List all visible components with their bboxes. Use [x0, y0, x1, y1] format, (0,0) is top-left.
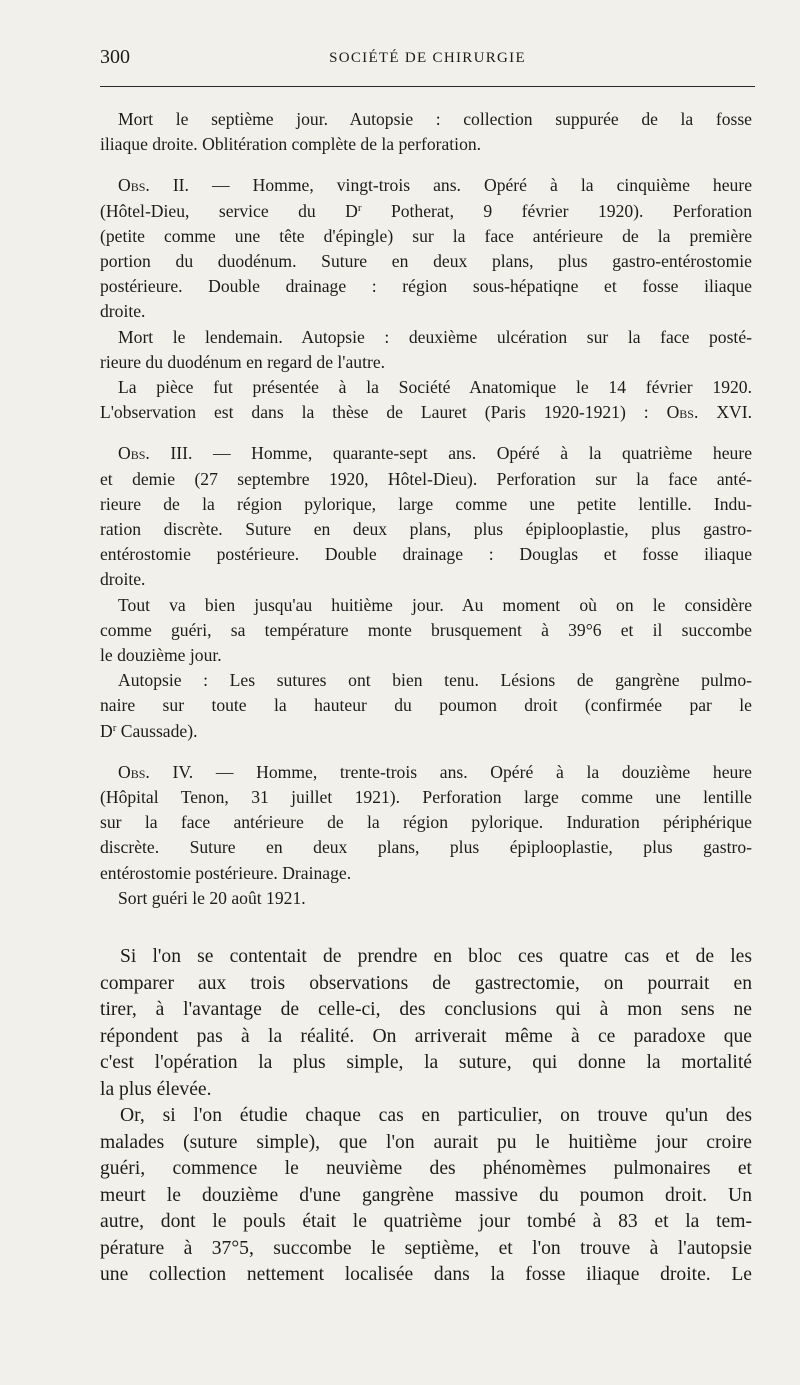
text-line: c'est l'opération la plus simple, la suture, qui donne la mortalité: [100, 1052, 752, 1073]
header-rule: [100, 86, 755, 87]
text-line: Obs. II. — Homme, vingt-trois ans. Opéré à la cinquième heure: [118, 175, 753, 196]
text-line: pérature à 37°5, succombe le septième, et l'on trouve à l'autopsie: [100, 1237, 752, 1259]
text-line: discrète. Suture en deux plans, plus épiplooplastie, plus gastro-: [100, 837, 752, 858]
text-line: (Hôpital Tenon, 31 juillet 1921). Perforation large comme une lentille: [100, 787, 752, 808]
text-line: comme guéri, sa température monte brusquement à 39°6 et il succombe: [100, 619, 752, 640]
text-line: postérieure. Double drainage : région sous-hépatiqne et fosse iliaque: [100, 276, 752, 297]
observation-label: Obs. III.: [118, 443, 193, 464]
text-line: Obs. III. — Homme, quarante-sept ans. Opéré à la quatrième heure: [118, 443, 753, 464]
text-line: $D^r$ Caussade).: [100, 720, 198, 741]
text-line: sur la face antérieure de la région pylorique. Induration périphérique: [100, 812, 752, 833]
text-line: guéri, commence le neuvième des phénomèmes pulmonaires et: [100, 1158, 752, 1179]
text-line: meurt le douzième d'une gangrène massive du poumon droit. Un: [100, 1184, 752, 1206]
text-line: (petite comme une tête d'épingle) sur la face antérieure de la première: [100, 225, 752, 246]
text-line: entérostomie postérieure. Double drainage : Douglas et fosse iliaque: [100, 544, 752, 565]
text-line: et demie (27 septembre 1920, Hôtel-Dieu). Perforation sur la face anté-: [100, 468, 752, 489]
observations-block: [100, 107, 752, 911]
text-line: Mort le septième jour. Autopsie : collection suppurée de la fosse: [118, 109, 752, 129]
page-number: 300: [100, 46, 130, 68]
text-line: iliaque droite. Oblitération complète de la perforation.: [100, 134, 482, 155]
text-line: entérostomie postérieure. Drainage.: [100, 862, 352, 883]
text-line: malades (suture simple), que l'on aurait pu le huitième jour croire: [100, 1131, 752, 1153]
running-title: SOCIÉTÉ DE CHIRURGIE: [329, 50, 526, 66]
observation-label: Obs. IV.: [118, 761, 194, 782]
text-line: La pièce fut présentée à la Société Anatomique le 14 février 1920.: [118, 377, 752, 398]
text-line: droite.: [100, 569, 146, 590]
text-line: Si l'on se contentait de prendre en bloc ces quatre cas et de les: [120, 946, 752, 967]
text-line: Tout va bien jusqu'au huitième jour. Au moment où on le considère: [118, 594, 752, 615]
text-line: répondent pas à la réalité. On arriverait même à ce paradoxe que: [100, 1025, 752, 1047]
text-line: Sort guéri le 20 août 1921.: [118, 887, 306, 908]
text-line: Obs. IV. — Homme, trente-trois ans. Opéré à la douzième heure: [118, 761, 752, 782]
text-line: tirer, à l'avantage de celle-ci, des conclusions qui à mon sens ne: [100, 999, 752, 1020]
text-line: portion du duodénum. Suture en deux plans, plus gastro-entérostomie: [100, 251, 752, 272]
observation-3: [100, 441, 752, 743]
text-line: Autopsie : Les sutures ont bien tenu. Lésions de gangrène pulmo-: [118, 670, 752, 691]
text-line: rieure du duodénum en regard de l'autre.: [100, 351, 386, 372]
text-line: ration discrète. Suture en deux plans, plus épiplooplastie, plus gastro-: [100, 519, 752, 540]
observation-4: [100, 760, 752, 911]
text-line: L'observation est dans la thèse de Lauret (Paris 1920-1921) : Obs. XVI.: [100, 402, 752, 423]
observation-2: [100, 173, 752, 425]
discussion-block: [100, 944, 752, 1289]
text-line: le douzième jour.: [100, 645, 222, 666]
text-line: autre, dont le pouls était le quatrième jour tombé à 83 et la tem-: [100, 1211, 752, 1232]
text-line: rieure de la région pylorique, large comme une petite lentille. Indu-: [100, 493, 752, 514]
text-line: Mort le lendemain. Autopsie : deuxième ulcération sur la face posté-: [118, 326, 752, 347]
text-line: la plus élevée.: [100, 1078, 212, 1100]
page-header: [100, 46, 755, 72]
text-line: comparer aux trois observations de gastrectomie, on pourrait en: [100, 972, 752, 994]
text-line: (Hôtel-Dieu, service du $D^r$ Potherat, 9 février 1920). Perforation: [100, 200, 753, 221]
text-line: Or, si l'on étudie chaque cas en particulier, on trouve qu'un des: [120, 1105, 752, 1126]
obs1-conclusion: [100, 107, 752, 157]
observation-label: Obs. II.: [118, 175, 189, 196]
text-line: naire sur toute la hauteur du poumon droit (confirmée par le: [100, 695, 752, 716]
text-line: droite.: [100, 301, 146, 322]
text-line: une collection nettement localisée dans la fosse iliaque droite. Le: [100, 1264, 752, 1285]
